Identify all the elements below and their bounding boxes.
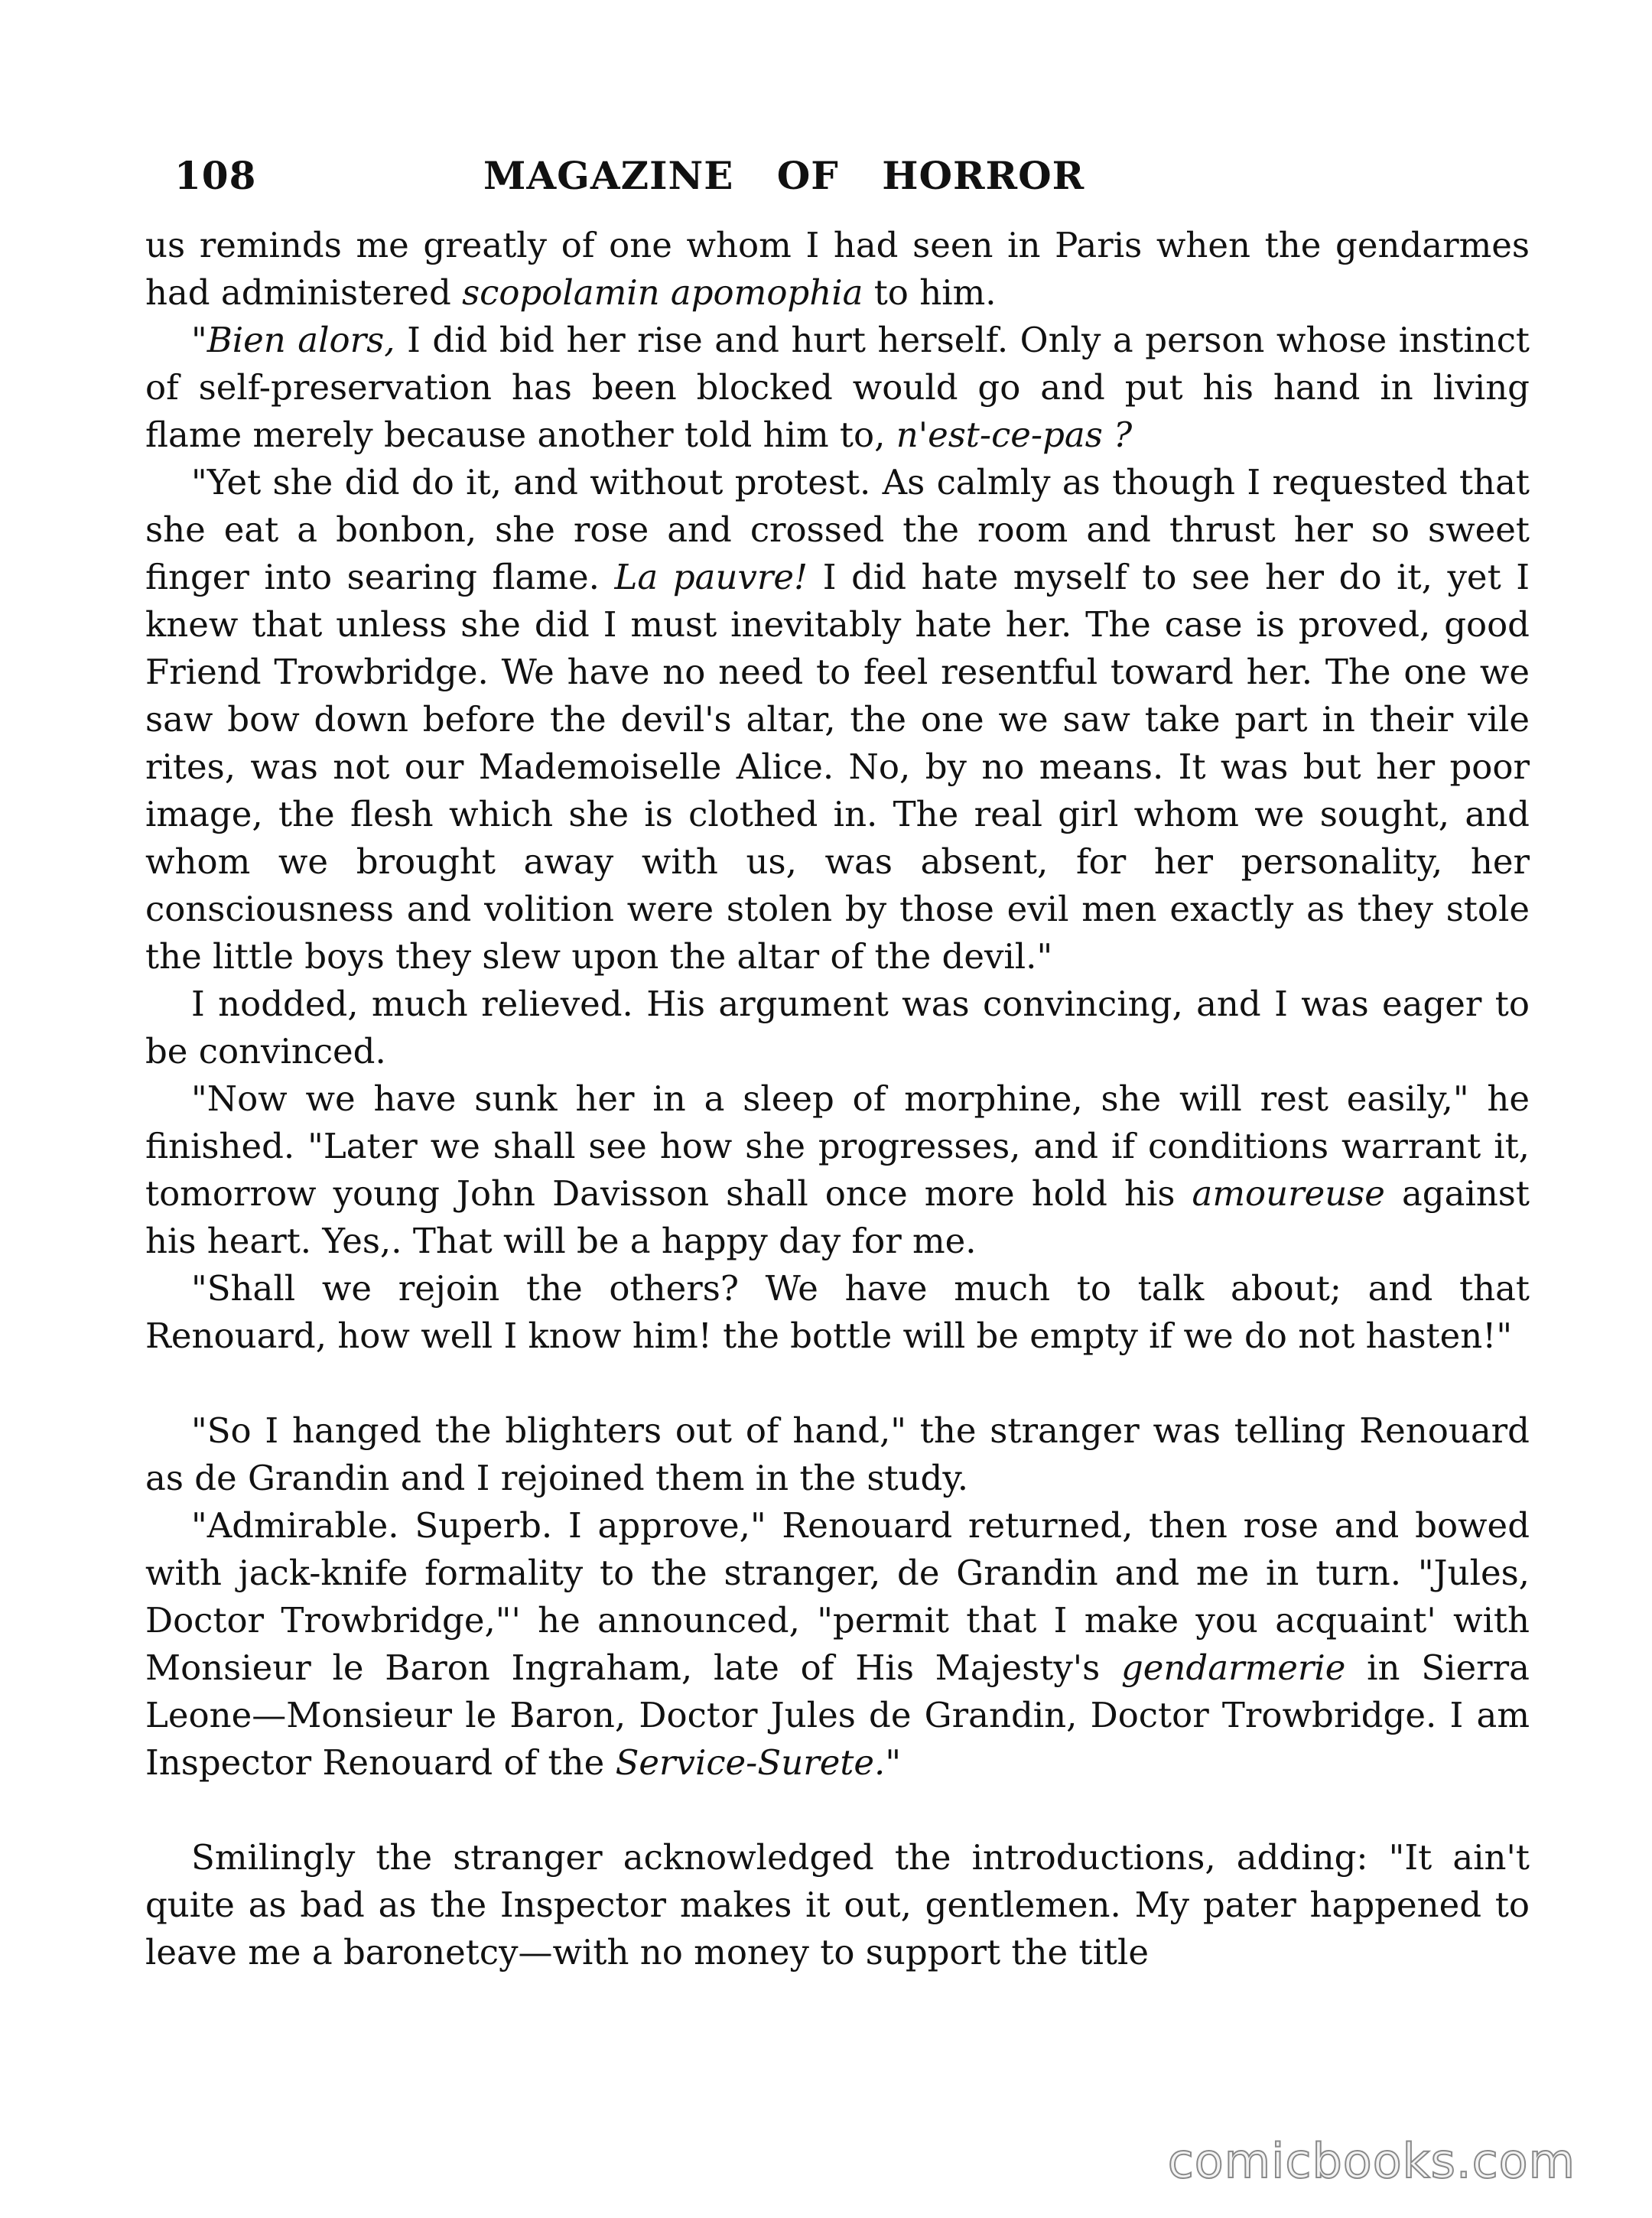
paragraph bbox=[145, 459, 1530, 981]
text-run: "Admirable. Superb. I approve," Renouard returned, then rose and bowed with jack-knife formality to the stranger, de Grandin and me in turn. "Jules, Doctor Trowbridge,"' he announced, "permit that I make you acquaint' with Monsieur le Baron Ingraham, late of His Majesty's bbox=[145, 1505, 1530, 1688]
text-run: " bbox=[885, 1742, 902, 1783]
text-run: us reminds me greatly of one whom I had seen in Paris when the gendarmes had administered bbox=[145, 225, 1530, 313]
italic-text: gendarmerie bbox=[1121, 1647, 1346, 1688]
text-run: "So I hanged the blighters out of hand," the stranger was telling Renouard as de Grandin and I rejoined them in the study. bbox=[145, 1410, 1530, 1498]
italic-text: n'est-ce-pas ? bbox=[896, 415, 1133, 455]
watermark: comicbooks.com bbox=[1167, 2133, 1576, 2189]
italic-text: amoureuse bbox=[1192, 1173, 1385, 1214]
text-run: to him. bbox=[863, 272, 997, 313]
paragraph bbox=[145, 1834, 1530, 1976]
paragraph bbox=[145, 317, 1530, 459]
paragraph bbox=[145, 1075, 1530, 1265]
paragraph bbox=[145, 1502, 1530, 1787]
text-run: Smilingly the stranger acknowledged the introductions, adding: "It ain't quite as bad as the Inspector makes it out, gentlemen. My pater happened to leave me a baronetcy—with no money to support the title bbox=[145, 1837, 1530, 1972]
text-run: I nodded, much relieved. His argument was convincing, and I was eager to be convinced. bbox=[145, 984, 1530, 1072]
paragraph bbox=[145, 222, 1530, 317]
text-run: "Shall we rejoin the others? We have much to talk about; and that Renouard, how well I know him! the bottle will be empty if we do not hasten!" bbox=[145, 1268, 1530, 1356]
running-title: MAGAZINE OF HORROR bbox=[483, 153, 1085, 198]
text-run: "Yet she did do it, and without protest. As calmly as though I requested that she eat a bonbon, she rose and crossed the room and thrust her so sweet finger into searing flame. bbox=[145, 462, 1530, 597]
text-run: in Sierra Leone—Monsieur le Baron, Doctor Jules de Grandin, Doctor Trowbridge. I am Inspector Renouard of the bbox=[145, 1647, 1530, 1783]
italic-text: Service-Surete. bbox=[615, 1742, 886, 1783]
italic-text: "Bien alors, bbox=[191, 320, 395, 360]
italic-text: scopolamin apomophia bbox=[462, 272, 863, 313]
text-run: I did hate myself to see her do it, yet I knew that unless she did I must inevitably hate her. The case is proved, good Friend Trowbridge. We have no need to feel resentful toward her. The one we saw bow down before the devil's altar, the one we saw take part in their vile rites, was not our Mademoiselle Alice. No, by no means. It was but her poor image, the flesh which she is clothed in. The real girl whom we sought, and whom we brought away with us, was absent, for her personality, her consciousness and volition were stolen by those evil men exactly as they stole the little boys they slew upon the altar of the devil." bbox=[145, 557, 1530, 977]
paragraph bbox=[145, 1265, 1530, 1360]
italic-text: La pauvre! bbox=[614, 557, 808, 597]
page-number: 108 bbox=[174, 153, 257, 198]
body-text bbox=[145, 222, 1530, 1976]
paragraph bbox=[145, 981, 1530, 1075]
page-header bbox=[174, 153, 1169, 199]
text-run: against his heart. Yes,. That will be a happy day for me. bbox=[145, 1173, 1530, 1261]
paragraph bbox=[145, 1407, 1530, 1502]
text-run: I did bid her rise and hurt herself. Only a person whose instinct of self-preservation has been blocked would go and put his hand in living flame merely because another told him to, bbox=[145, 320, 1530, 455]
text-run: "Now we have sunk her in a sleep of morphine, she will rest easily," he finished. "Later we shall see how she progresses, and if conditions warrant it, tomorrow young John Davisson shall once more hold his bbox=[145, 1078, 1530, 1214]
